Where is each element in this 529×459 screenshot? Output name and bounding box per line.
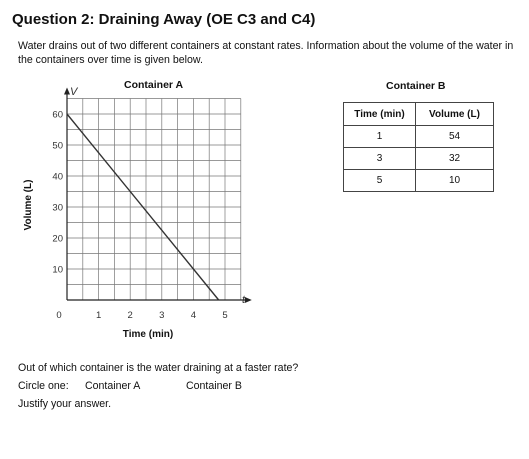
y-axis-variable: V: [70, 86, 78, 98]
table-row: [344, 148, 494, 170]
x-axis-arrow: [245, 297, 252, 303]
chart-title: Container A: [124, 79, 184, 91]
justify-prompt: Justify your answer.: [18, 398, 112, 410]
x-tick-label: 3: [159, 310, 165, 321]
y-tick-label: 50: [52, 140, 63, 152]
chart-ticks: [52, 110, 227, 322]
volume-cell: 54: [416, 126, 494, 148]
question-title: Question 2: Draining Away (OE C3 and C4): [12, 11, 316, 28]
x-tick-label: 4: [190, 310, 197, 321]
container-b-title: Container B: [386, 80, 446, 92]
y-axis-label: Volume (L): [23, 179, 34, 231]
y-tick-label: 20: [52, 233, 63, 245]
circle-one-label: Circle one:: [18, 380, 69, 392]
table-row: [344, 170, 494, 192]
x-axis-variable: t: [242, 294, 246, 306]
chart-grid: [67, 99, 241, 301]
x-tick-label: 0: [56, 310, 62, 321]
table-row: [344, 126, 494, 148]
chart-axes: [64, 88, 252, 304]
x-tick-label: 5: [222, 310, 228, 321]
y-tick-label: 10: [52, 264, 63, 276]
option-container-a[interactable]: Container A: [85, 380, 141, 392]
y-tick-label: 40: [52, 171, 63, 183]
volume-header: Volume (L): [416, 103, 494, 126]
volume-cell: 32: [416, 148, 494, 170]
time-cell: 3: [344, 148, 416, 170]
question-intro: Water drains out of two different containers at constant rates. Information about the volume of the water in the containers over time is given below.: [18, 40, 514, 66]
option-container-b[interactable]: Container B: [186, 380, 242, 392]
x-tick-label: 1: [95, 310, 102, 321]
time-cell: 1: [344, 126, 416, 148]
container-b-table: [343, 102, 494, 192]
faster-rate-question: Out of which container is the water draining at a faster rate?: [18, 362, 299, 374]
time-header: Time (min): [344, 103, 416, 126]
x-tick-label: 2: [127, 310, 133, 321]
time-cell: 5: [344, 170, 416, 192]
table-header-row: [344, 103, 494, 126]
x-axis-label: Time (min): [122, 329, 174, 340]
volume-cell: 10: [416, 170, 494, 192]
y-tick-label: 60: [52, 109, 63, 121]
y-tick-label: 30: [52, 202, 63, 214]
